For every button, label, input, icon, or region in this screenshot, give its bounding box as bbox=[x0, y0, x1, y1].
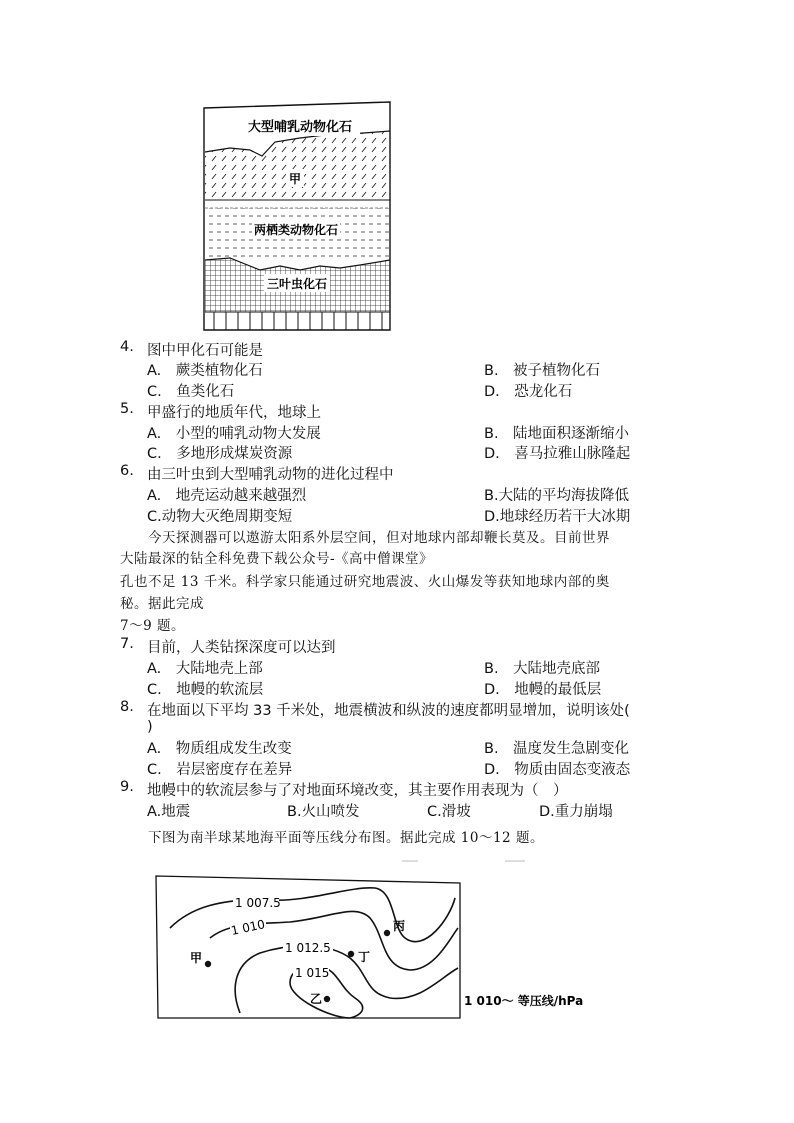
question-5-option-d: D. 喜马拉雅山脉隆起 bbox=[484, 446, 631, 462]
point-ding-label: 丁 bbox=[358, 950, 371, 964]
question-9-option-a: A.地震 bbox=[147, 804, 191, 820]
isobar-label-1010: 1 010 bbox=[229, 917, 267, 938]
question-6-option-a: A. 地壳运动越来越强烈 bbox=[147, 488, 307, 504]
strata-diagram bbox=[200, 100, 396, 332]
question-4-stem: 图中甲化石可能是 bbox=[147, 343, 263, 359]
question-8-stem: 在地面以下平均 33 千米处，地震横波和纵波的速度都明显增加，说明该处( bbox=[147, 703, 630, 719]
question-8-option-c: C. 岩层密度存在差异 bbox=[147, 762, 293, 778]
question-8-option-d: D. 物质由固态变液态 bbox=[484, 762, 631, 778]
isobar-label-1012-5: 1 012.5 bbox=[285, 941, 331, 955]
question-9-option-c: C.滑坡 bbox=[427, 804, 471, 820]
label-amphibian-fossil: 两栖类动物化石 bbox=[253, 223, 339, 237]
question-7-option-d: D. 地幔的最低层 bbox=[484, 682, 602, 698]
isobar-label-1015: 1 015 bbox=[295, 966, 330, 980]
point-bing-marker bbox=[384, 930, 390, 936]
question-5-option-b: B. 陆地面积逐渐缩小 bbox=[484, 426, 630, 442]
point-jia-marker bbox=[205, 961, 211, 967]
question-7-option-c: C. 地幔的软流层 bbox=[147, 682, 264, 698]
question-5-number: 5. bbox=[120, 401, 134, 417]
question-6-number: 6. bbox=[120, 463, 134, 479]
passage-7-9-line-5: 7～9 题。 bbox=[120, 618, 185, 634]
passage-7-9-line-4: 秘。据此完成 bbox=[120, 596, 204, 612]
question-5-option-c: C. 多地形成煤炭资源 bbox=[147, 446, 293, 462]
question-7-stem: 目前，人类钻探深度可以达到 bbox=[147, 640, 336, 656]
question-9-number: 9. bbox=[120, 779, 134, 795]
passage-7-9-line-2: 大陆最深的钻全科免费下载公众号-《高中僧课堂》 bbox=[120, 551, 434, 567]
question-6-option-d: D.地球经历若干大冰期 bbox=[484, 509, 631, 525]
isobar-legend: 1 010～ 等压线/hPa bbox=[464, 994, 584, 1008]
question-4-number: 4. bbox=[120, 339, 134, 355]
passage-7-9-line-3: 孔也不足 13 千米。科学家只能通过研究地震波、火山爆发等获知地球内部的奥 bbox=[120, 574, 610, 590]
question-8-number: 8. bbox=[120, 699, 134, 715]
question-9-option-b: B.火山喷发 bbox=[287, 804, 360, 820]
label-trilobite-fossil: 三叶虫化石 bbox=[266, 277, 328, 291]
point-yi-label: 乙 bbox=[310, 992, 323, 1006]
label-jia-fossil: 甲 bbox=[288, 172, 302, 186]
question-7-number: 7. bbox=[120, 636, 134, 652]
isobar-map bbox=[150, 858, 600, 1023]
question-8-option-a: A. 物质组成发生改变 bbox=[147, 741, 292, 757]
label-mammal-fossil: 大型哺乳动物化石 bbox=[247, 120, 353, 135]
question-9-option-d: D.重力崩塌 bbox=[539, 804, 613, 820]
question-7-option-a: A. 大陆地壳上部 bbox=[147, 661, 263, 677]
question-5-option-a: A. 小型的哺乳动物大发展 bbox=[147, 426, 321, 442]
point-ding-marker bbox=[348, 951, 354, 957]
point-bing-label: 丙 bbox=[393, 919, 406, 933]
point-jia-label: 甲 bbox=[190, 951, 203, 965]
question-6-option-c: C.动物大灭绝周期变短 bbox=[147, 509, 293, 525]
question-6-option-b: B.大陆的平均海拔降低 bbox=[484, 488, 630, 504]
question-4-option-a: A. 蕨类植物化石 bbox=[147, 363, 263, 379]
question-8-stem-continued: ) bbox=[147, 719, 153, 735]
passage-10-12: 下图为南半球某地海平面等压线分布图。据此完成 10～12 题。 bbox=[148, 830, 544, 846]
question-9-stem: 地幔中的软流层参与了对地面环境改变，其主要作用表现为（ ） bbox=[147, 783, 568, 799]
isobar-label-1007-5: 1 007.5 bbox=[235, 896, 281, 910]
question-7-option-b: B. 大陆地壳底部 bbox=[484, 661, 601, 677]
question-4-option-b: B. 被子植物化石 bbox=[484, 363, 601, 379]
question-6-stem: 由三叶虫到大型哺乳动物的进化过程中 bbox=[147, 467, 394, 483]
question-4-option-c: C. 鱼类化石 bbox=[147, 384, 235, 400]
question-4-option-d: D. 恐龙化石 bbox=[484, 384, 573, 400]
passage-7-9-line-1: 今天探测器可以遨游太阳系外层空间，但对地球内部却鞭长莫及。目前世界 bbox=[148, 530, 610, 546]
question-8-option-b: B. 温度发生急剧变化 bbox=[484, 741, 630, 757]
point-yi-marker bbox=[324, 996, 330, 1002]
question-5-stem: 甲盛行的地质年代，地球上 bbox=[147, 405, 321, 421]
